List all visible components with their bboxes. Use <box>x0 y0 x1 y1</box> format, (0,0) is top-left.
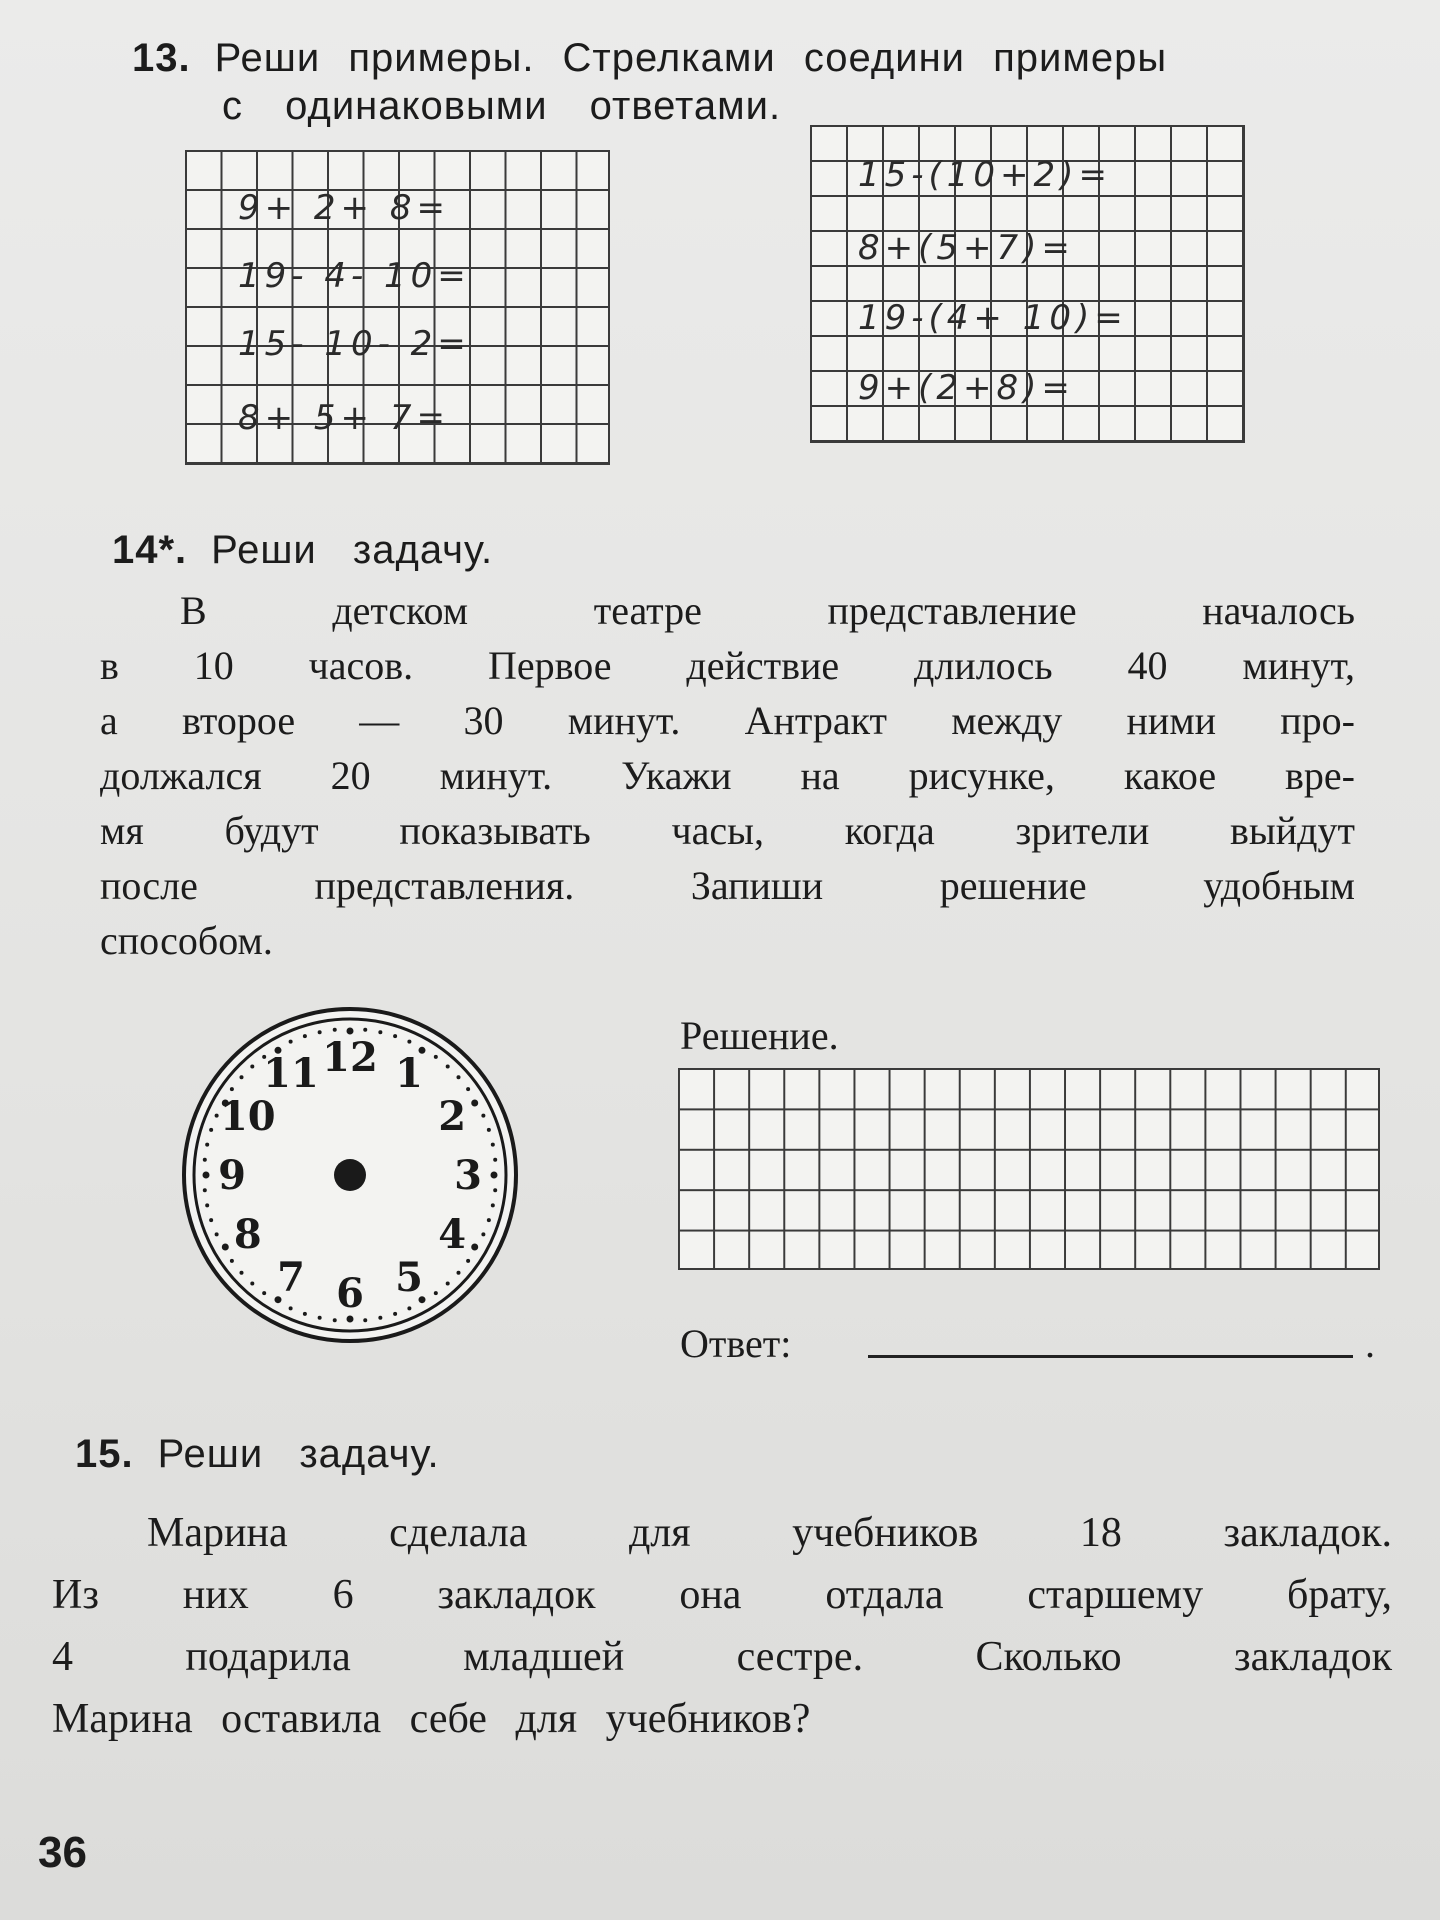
clock-tick <box>209 1218 213 1222</box>
clock-number: 6 <box>336 1270 364 1317</box>
clock-tick <box>393 1312 397 1316</box>
solution-grid[interactable] <box>678 1068 1380 1270</box>
task13-header <box>132 36 1167 81</box>
clock-tick <box>493 1158 497 1162</box>
clock-tick <box>456 1271 460 1275</box>
clock-tick <box>205 1203 209 1207</box>
right-example-2: 8+(5+7)= <box>858 228 1075 268</box>
clock-tick <box>378 1316 382 1320</box>
task14-line: а второе — 30 минут. Антракт между ними про- <box>100 698 1355 743</box>
clock-tick <box>487 1128 491 1132</box>
task14-line: должался 20 минут. Укажи на рисунке, какое вре- <box>100 753 1355 798</box>
clock-tick <box>230 1259 234 1263</box>
clock-tick <box>289 1040 293 1044</box>
clock-tick <box>318 1316 322 1320</box>
clock-tick <box>262 1291 266 1295</box>
left-example-3: 15- 10- 2= <box>238 324 471 364</box>
task15-header <box>75 1432 440 1477</box>
right-example-3: 19-(4+ 10)= <box>858 298 1128 338</box>
clock-tick <box>393 1034 397 1038</box>
task15-text <box>52 1502 1392 1750</box>
task15-line: Из них 6 закладок она отдала старшему брату, <box>52 1572 1392 1618</box>
clock-tick <box>203 1158 207 1162</box>
task15-line: Марина сделала для учебников 18 закладок. <box>147 1510 1392 1556</box>
task14-heading: Реши задачу. <box>211 528 494 572</box>
left-example-2: 19- 4- 10= <box>238 256 471 296</box>
clock-tick <box>333 1318 337 1322</box>
task13-line2: с одинаковыми ответами. <box>222 84 782 128</box>
clock-tick <box>230 1087 234 1091</box>
clock-tick <box>215 1114 219 1118</box>
clock-face[interactable] <box>180 1005 520 1345</box>
task14-line: способом. <box>100 918 273 963</box>
task15-heading: Реши задачу. <box>157 1432 440 1476</box>
task14-number: 14*. <box>112 528 188 572</box>
clock-tick <box>289 1306 293 1310</box>
clock-tick <box>491 1172 498 1179</box>
clock-tick <box>250 1065 254 1069</box>
clock-tick <box>466 1087 470 1091</box>
clock-number: 11 <box>263 1049 319 1097</box>
task14-line: В детском театре представление началось <box>180 588 1355 633</box>
left-example-4: 8+ 5+ 7= <box>238 398 450 438</box>
task15-number: 15. <box>75 1432 134 1476</box>
solution-label: Решение. <box>680 1013 839 1058</box>
answer-label: Ответ: <box>680 1321 792 1366</box>
clock-tick <box>491 1203 495 1207</box>
clock-tick <box>407 1306 411 1310</box>
clock-tick <box>446 1281 450 1285</box>
clock-number: 1 <box>395 1049 423 1097</box>
clock-tick <box>209 1128 213 1132</box>
clock-tick <box>215 1232 219 1236</box>
right-example-4: 9+(2+8)= <box>858 368 1075 408</box>
clock-tick <box>407 1040 411 1044</box>
clock-tick <box>471 1100 478 1107</box>
clock-tick <box>303 1312 307 1316</box>
clock-tick <box>491 1143 495 1147</box>
clock-number: 12 <box>322 1034 378 1081</box>
clock-number: 5 <box>395 1254 423 1302</box>
clock-number: 10 <box>219 1093 276 1140</box>
clock-icon <box>180 1005 520 1345</box>
task14-line: мя будут показывать часы, когда зрители выйдут <box>100 808 1355 853</box>
clock-tick <box>481 1232 485 1236</box>
clock-number: 8 <box>233 1211 262 1258</box>
clock-tick <box>493 1188 497 1192</box>
page-number: 36 <box>38 1828 87 1877</box>
clock-number: 9 <box>218 1152 246 1199</box>
clock-number: 7 <box>277 1254 305 1302</box>
task14-line: после представления. Запиши решение удобным <box>100 863 1355 908</box>
clock-number: 2 <box>438 1093 467 1140</box>
task14-text <box>100 583 1355 968</box>
task13-number: 13. <box>132 36 191 80</box>
left-example-1: 9+ 2+ 8= <box>238 188 450 228</box>
clock-tick <box>318 1030 322 1034</box>
clock-center-dot <box>334 1159 366 1191</box>
clock-tick <box>205 1143 209 1147</box>
task15-line: 4 подарила младшей сестре. Сколько закладок <box>52 1634 1392 1680</box>
clock-tick <box>378 1030 382 1034</box>
task13-line1: Реши примеры. Стрелками соедини примеры <box>214 36 1168 80</box>
clock-tick <box>434 1291 438 1295</box>
clock-tick <box>303 1034 307 1038</box>
clock-tick <box>240 1271 244 1275</box>
clock-tick <box>222 1244 229 1251</box>
clock-tick <box>456 1075 460 1079</box>
task14-header <box>112 528 493 573</box>
clock-number: 3 <box>454 1152 482 1199</box>
clock-tick <box>487 1218 491 1222</box>
clock-tick <box>466 1259 470 1263</box>
clock-tick <box>363 1028 367 1032</box>
answer-line[interactable] <box>868 1355 1353 1358</box>
clock-tick <box>363 1318 367 1322</box>
clock-tick <box>203 1188 207 1192</box>
clock-tick <box>203 1172 210 1179</box>
answer-dot: . <box>1365 1321 1375 1366</box>
task15-line: Марина оставила себе для учебников? <box>52 1696 811 1742</box>
clock-tick <box>481 1114 485 1118</box>
clock-number: 4 <box>438 1211 467 1258</box>
clock-tick <box>240 1075 244 1079</box>
task14-line: в 10 часов. Первое действие длилось 40 минут, <box>100 643 1355 688</box>
clock-tick <box>434 1055 438 1059</box>
clock-tick <box>446 1065 450 1069</box>
right-example-1: 15-(10+2)= <box>858 155 1112 195</box>
clock-tick <box>333 1028 337 1032</box>
clock-tick <box>250 1281 254 1285</box>
clock-tick <box>471 1244 478 1251</box>
